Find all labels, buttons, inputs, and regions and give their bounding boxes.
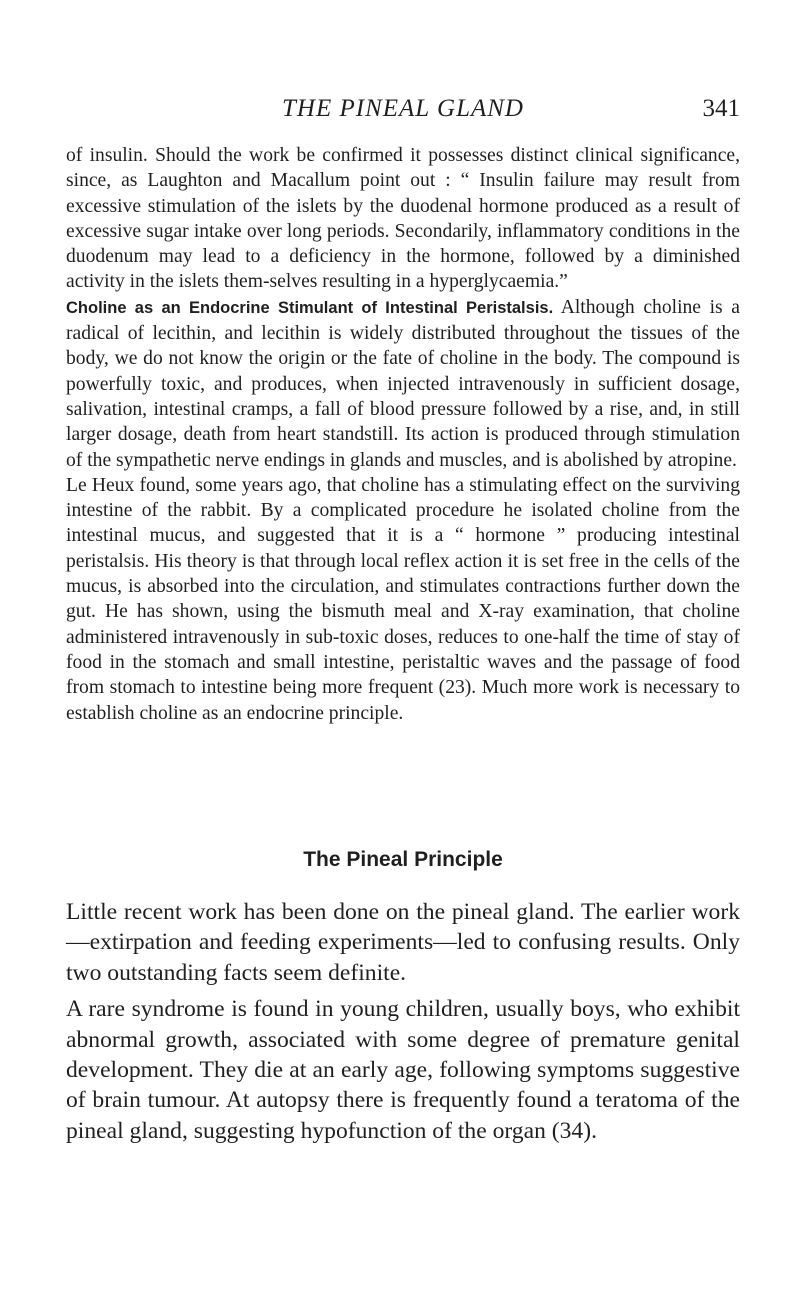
section-heading: The Pineal Principle bbox=[303, 848, 503, 871]
small-print-body bbox=[66, 143, 740, 726]
paragraph-insulin: of insulin. Should the work be confirmed it possesses distinct clinical significance, since, as Laughton and Macallum point out : “ Insulin failure may result from excessive stimulation of the islets by the duodenal hormone produced as a result of excessive sugar intake over long periods. Secondarily, inflammatory conditions in the duodenum may lead to a deficiency in the hormone, followed by a diminished activity in the islets them-selves resulting in a hyperglycaemia.” bbox=[66, 145, 740, 293]
paragraph-pineal-syndrome: A rare syndrome is found in young children, usually boys, who exhibit abnormal growth, associated with some degree of premature genital development. They die at an early age, following symptoms suggestive of brain tumour. At autopsy there is frequently found a teratoma of the pineal gland, suggesting hypofunction of the organ (34). bbox=[66, 996, 740, 1144]
page-number: 341 bbox=[702, 95, 740, 122]
large-print-body bbox=[66, 897, 740, 1146]
paragraph-pineal-intro: Little recent work has been done on the pineal gland. The earlier work—extirpation and feeding experiments—led to confusing results. Only two outstanding facts seem definite. bbox=[66, 899, 740, 986]
running-head bbox=[66, 95, 740, 129]
running-title: THE PINEAL GLAND bbox=[282, 95, 524, 122]
choline-text: Although choline is a radical of lecithin, and lecithin is widely distributed throughout the tissues of the body, we do not know the origin or the fate of choline in the body. The compound is powerfully toxic, and produces, when injected intravenously in sufficient dosage, salivation, intestinal cramps, a fall of blood pressure followed by a rise, and, in still larger dosage, death from heart standstill. Its action is produced through stimulation of the sympathetic nerve endings in glands and muscles, and is abolished by atropine. bbox=[66, 296, 740, 471]
choline-side-heading: Choline as an Endocrine Stimulant of Intestinal Peristalsis. bbox=[66, 298, 554, 317]
paragraph-choline bbox=[66, 295, 740, 473]
paragraph-le-heux: Le Heux found, some years ago, that choline has a stimulating effect on the surviving intestine of the rabbit. By a complicated procedure he isolated choline from the intestinal mucus, and suggested that it is a “ hormone ” producing intestinal peristalsis. His theory is that through local reflex action it is set free in the cells of the mucus, is absorbed into the circulation, and stimulates contractions further down the gut. He has shown, using the bismuth meal and X-ray examination, that choline administered intravenously in sub-toxic doses, reduces to one-half the time of stay of food in the stomach and small intestine, peristaltic waves and the passage of food from stomach to intestine being more frequent (23). Much more work is necessary to establish choline as an endocrine principle. bbox=[66, 474, 740, 724]
